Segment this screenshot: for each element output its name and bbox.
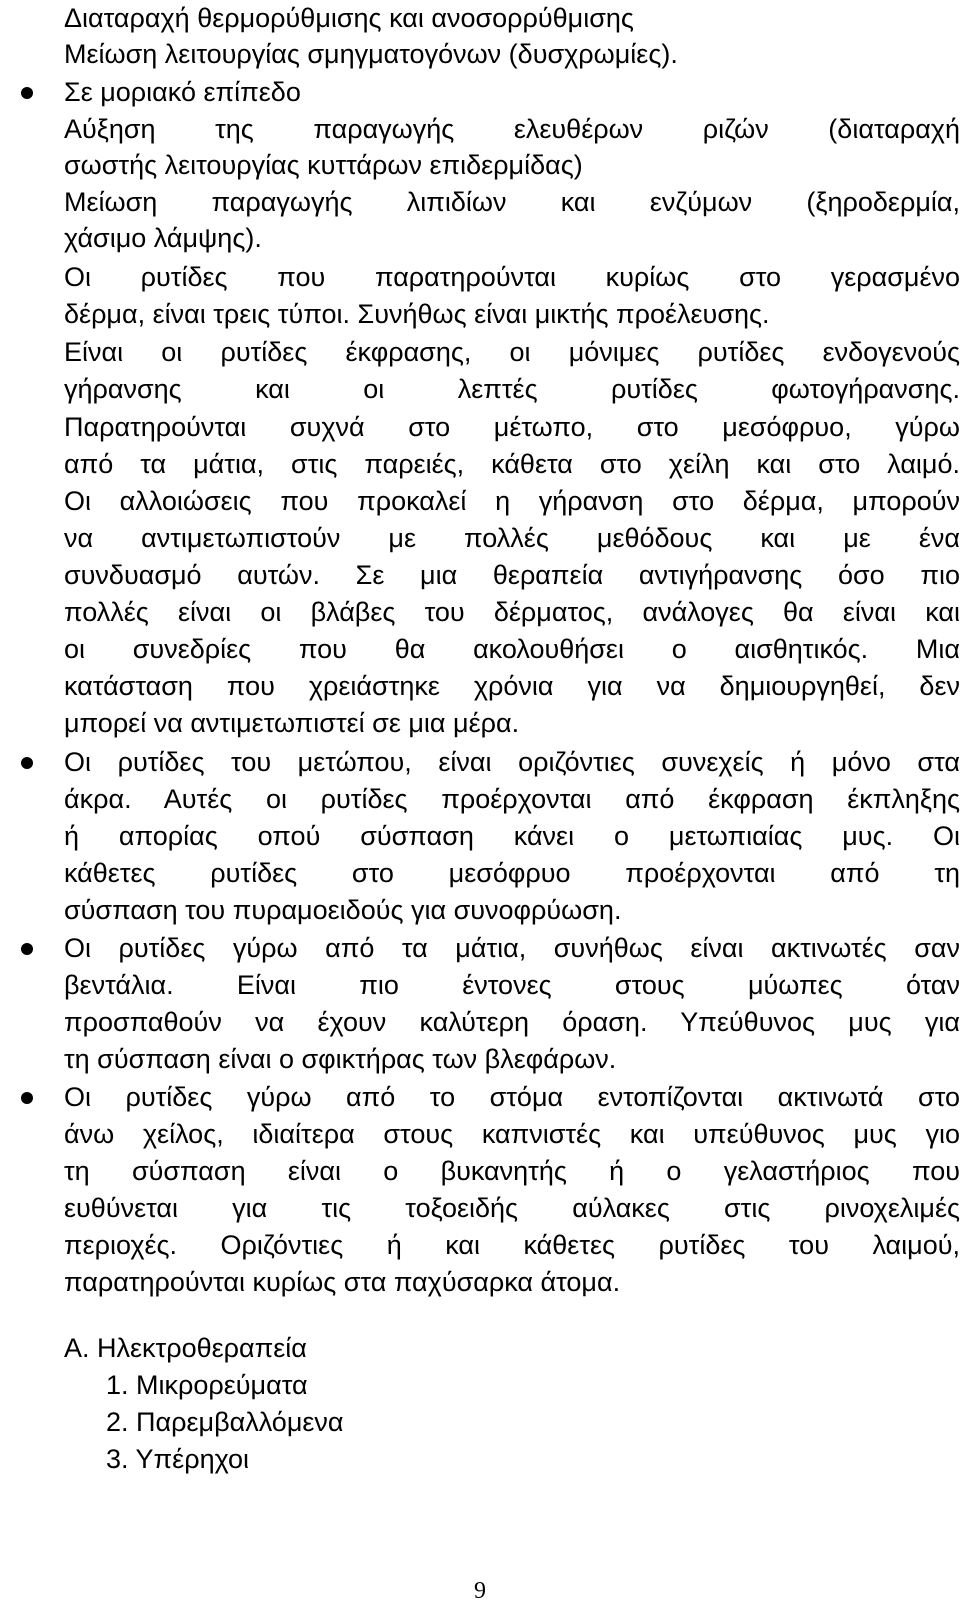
text-line: κατάσταση που χρειάστηκε χρόνια για να δημιουργηθεί, δεν xyxy=(64,671,960,701)
list-item: 2. Παρεμβαλλόμενα xyxy=(106,1407,344,1437)
bullet-icon xyxy=(21,757,33,769)
text-line: γήρανσης και οι λεπτές ρυτίδες φωτογήρανσης. xyxy=(64,374,960,404)
text-line: κάθετες ρυτίδες στο μεσόφρυο προέρχονται από τη xyxy=(64,858,960,888)
text-line: Αύξηση της παραγωγής ελευθέρων ριζών (διαταραχή xyxy=(64,114,960,144)
text-line: βεντάλια. Είναι πιο έντονες στους μύωπες όταν xyxy=(64,970,960,1000)
text-line: χάσιμο λάμψης). xyxy=(64,223,262,253)
text-line: Μείωση παραγωγής λιπιδίων και ενζύμων (ξηροδερμία, xyxy=(64,187,960,217)
text-line: συνδυασμό αυτών. Σε μια θεραπεία αντιγήρανσης όσο πιο xyxy=(64,560,960,590)
text-line: Οι αλλοιώσεις που προκαλεί η γήρανση στο δέρμα, μπορούν xyxy=(64,486,960,516)
text-line: Είναι οι ρυτίδες έκφρασης, οι μόνιμες ρυτίδες ενδογενούς xyxy=(64,337,960,367)
text-line: Μείωση λειτουργίας σμηγματογόνων (δυσχρωμίες). xyxy=(64,39,678,69)
text-line: να αντιμετωπιστούν με πολλές μεθόδους και με ένα xyxy=(64,523,960,553)
bullet-icon xyxy=(21,943,33,955)
text-line: μπορεί να αντιμετωπιστεί σε μια μέρα. xyxy=(64,708,520,738)
text-line: άνω χείλος, ιδιαίτερα στους καπνιστές και υπεύθυνος μυς γιο xyxy=(64,1119,960,1149)
text-line: από τα μάτια, στις παρειές, κάθετα στο χείλη και στο λαιμό. xyxy=(64,449,960,479)
text-line: δέρμα, είναι τρεις τύποι. Συνήθως είναι μικτής προέλευσης. xyxy=(64,299,770,329)
bullet-icon xyxy=(21,1092,33,1104)
text-line: Οι ρυτίδες που παρατηρούνται κυρίως στο γερασμένο xyxy=(64,262,960,292)
bullet-icon xyxy=(21,87,33,99)
text-line: ή απορίας οπού σύσπαση κάνει ο μετωπιαίας μυς. Οι xyxy=(64,821,960,851)
text-line: παρατηρούνται κυρίως στα παχύσαρκα άτομα. xyxy=(64,1267,621,1297)
text-line: ευθύνεται για τις τοξοειδής αύλακες στις ρινοχελιμές xyxy=(64,1193,960,1223)
list-item: 1. Μικρορεύματα xyxy=(106,1370,308,1400)
text-line: Οι ρυτίδες γύρω από το στόμα εντοπίζονται ακτινωτά στο xyxy=(64,1082,960,1112)
text-line: τη σύσπαση είναι ο σφικτήρας των βλεφάρων. xyxy=(64,1044,617,1074)
text-line: Διαταραχή θερμορύθμισης και ανοσορρύθμισης xyxy=(64,3,634,33)
text-line: πολλές είναι οι βλάβες του δέρματος, ανάλογες θα είναι και xyxy=(64,597,960,627)
text-line: οι συνεδρίες που θα ακολουθήσει ο αισθητικός. Μια xyxy=(64,634,960,664)
list-item: 3. Υπέρηχοι xyxy=(106,1444,250,1474)
section-heading: Α. Ηλεκτροθεραπεία xyxy=(64,1333,307,1363)
text-line: Παρατηρούνται συχνά στο μέτωπο, στο μεσόφρυο, γύρω xyxy=(64,412,960,442)
text-line: Οι ρυτίδες του μετώπου, είναι οριζόντιες συνεχείς ή μόνο στα xyxy=(64,747,960,777)
text-line: Σε μοριακό επίπεδο xyxy=(64,77,301,107)
text-line: τη σύσπαση είναι ο βυκανητής ή ο γελαστήριος που xyxy=(64,1156,960,1186)
text-line: Οι ρυτίδες γύρω από τα μάτια, συνήθως είναι ακτινωτές σαν xyxy=(64,933,960,963)
text-line: άκρα. Αυτές οι ρυτίδες προέρχονται από έκφραση έκπληξης xyxy=(64,784,960,814)
text-line: σύσπαση του πυραμοειδούς για συνοφρύωση. xyxy=(64,895,622,925)
text-line: σωστής λειτουργίας κυττάρων επιδερμίδας) xyxy=(64,150,583,180)
text-line: περιοχές. Οριζόντιες ή και κάθετες ρυτίδες του λαιμού, xyxy=(64,1230,960,1260)
text-line: προσπαθούν να έχουν καλύτερη όραση. Υπεύθυνος μυς για xyxy=(64,1007,960,1037)
page-number: 9 xyxy=(474,1578,486,1604)
